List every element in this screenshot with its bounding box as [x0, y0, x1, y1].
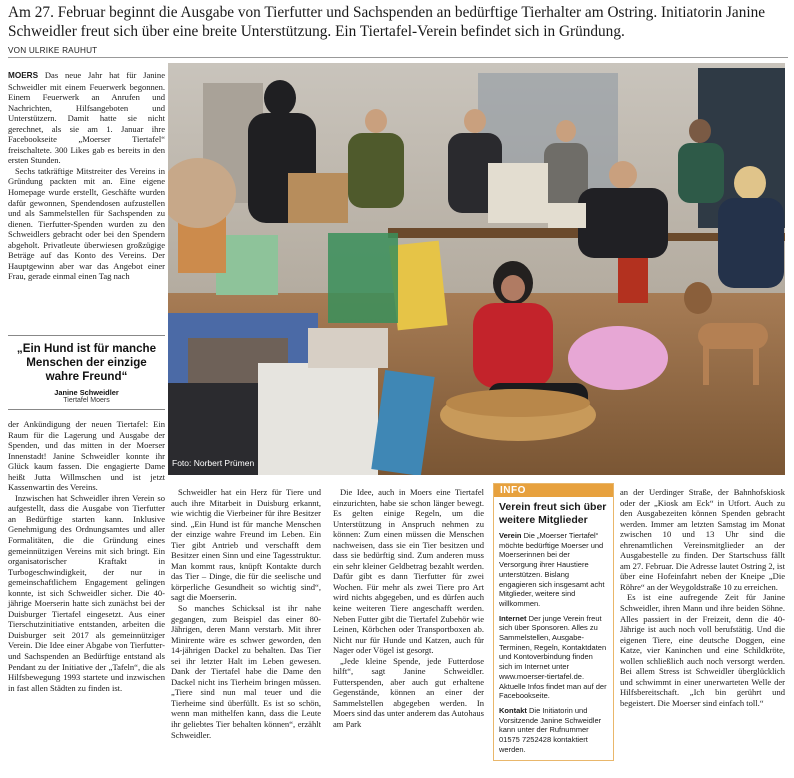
info-paragraph	[494, 528, 613, 611]
info-label: Internet	[499, 613, 527, 623]
column-1-top	[8, 70, 165, 282]
headline: Am 27. Februar beginnt die Ausgabe von Tierfutter und Sachspenden an bedürftige Tierhalter am Ostring. Initiatorin Janine Schweidler freut sich über eine breite Unterstützung. Ein Tiertafel-Verein befindet sich in Gründung.	[8, 4, 766, 40]
info-box	[493, 483, 614, 761]
pull-quote-role: Tiertafel Moers	[63, 396, 110, 404]
paragraph: Das neue Jahr hat für Janine Schweidler mit einem Feuerwerk begonnen. Einem Feuerwerk an Anrufen und Nachrichten, Hilfsangeboten und Unterstützern. Damit hatte sie nicht gerechnet, als sie am 1. Januar ihre Facebookseite „Moerser Tiertafel“ freischaltete. 300 Likes gab es bereits in den ersten Stunden.	[8, 70, 165, 166]
author-byline: VON ULRIKE RAUHUT	[8, 46, 98, 55]
paragraph: Schweidler hat ein Herz für Tiere und auch ihre Mitarbeit in Duisburg erkannt, wie wichtig die Vierbeiner für ihre Besitzer sind. „Ein Hund ist für manche Menschen der einzige wahre Freund im Leben. Ein Tier gibt Antrieb und verschafft dem Besitzer einen Sinn und eine Tagesstruktur. Man kommt raus, knüpft Kontakte durch das Tier – Dinge, die für die seelische und körperliche Gesundheit so wichtig sind“, sagt die Moerserin.	[171, 487, 321, 603]
divider	[8, 57, 788, 58]
dateline: MOERS	[8, 71, 39, 80]
paragraph: der Ankündigung der neuen Tiertafel: Ein Raum für die Lagerung und Ausgabe der Spenden, und das mitten in der Moerser Innenstadt! Janine Schweidler konnte ihr Glück kaum fassen. Die engagierte Dame heißt Jutta Willmschen und ist jetzt Kassenwartin des Vereins.	[8, 419, 165, 493]
info-paragraph	[494, 611, 613, 703]
paragraph: Sechs tatkräftige Mitstreiter des Vereins in Gründung packten mit an. Eine eigene Homepage wurde erstellt, Geschäfte wurden dafür gewonnen, Spendendosen aufzustellen und als Sammelstellen für Sachspenden zu dienen. Tierfutter-Spenden wurden zu den Schweidlers gebracht oder bei den Spendern abgeholt. Privatleute überwiesen großzügige Beträge auf das Konto des Vereins. Der Hauptgewinn aber war das Angebot einer Frau, gerade einmal einen Tag nach	[8, 165, 165, 282]
paragraph: an der Uerdinger Straße, der Bahnhofskiosk oder der „Kiosk am Eck“ in Utfort. Auch zu den Ausgabezeiten können Spenden gebracht werden. Immer am letzten Samstag im Monat zwischen 10 und 13 Uhr sind die ehrenamtlichen Vereinsmitglieder an der Ausgabestelle zu finden. Der Startschuss fällt am 27. Februar. Die Adresse lautet Ostring 2, ist über eine Hofeinfahrt neben der Kneipe „Die Röhre“ an der Weygoldstraße 10 zu erreichen.	[620, 487, 785, 592]
info-title: Verein freut sich über weitere Mitglieder	[499, 501, 607, 526]
pull-quote-name: Janine Schweidler	[54, 387, 119, 397]
photo-illustration	[168, 63, 785, 475]
paragraph: So manches Schicksal ist ihr nahe gegangen, zum Beispiel das einer 80-Jährigen, deren Mann verstarb. Mit ihrer Minirente wäre es schwer geworden, den 14-jährigen Dackel zu behalten. Das Tier sei ihr letzter Halt im Leben gewesen. Dank der Tiertafel habe die Dame den Dackel nicht ins Tierheim bringen müssen. „Tiere sind nun mal teuer und die Tierheime sind überfüllt. Es ist so schön, wenn man mithelfen kann, dass die Leute ihr geliebtes Tier behalten können“, erzählt Schweidler.	[171, 603, 321, 740]
paragraph: Es ist eine aufregende Zeit für Janine Schweidler, ihren Mann und ihre beiden Söhne. Alles passiert in der Freizeit, denn die 40-Jährige ist auch noch voll berufstätig. Und die eigenen Tiere, eine deutsche Doggen, eine Katze, vier Kaninchen und eine Schildkröte, wollen schließlich auch noch versorgt werden. Bei allem Stress ist Schweidler überglücklich und schwimmt in einer unerwarteten Welle der Hilfsbereitschaft. „Ich bin gerührt und begeistert. Die Moerser sind einfach toll.“	[620, 592, 785, 708]
info-text: Die Initiatorin und Vorsitzende Janine Schweidler kann unter der Rufnummer 01575 7252428 kontaktiert werden.	[499, 705, 602, 754]
info-text: Die „Moerser Tiertafel“ möchte bedürftige Moerser und Moerserinnen bei der Versorgung ihrer Haustiere unterstützen. Bislang engagieren sich insgesamt acht Mitglieder, weitere sind willkommen.	[499, 531, 605, 608]
column-2	[171, 487, 321, 740]
pull-quote-text: „Ein Hund ist für manche Menschen der einzige wahre Freund“	[16, 342, 157, 384]
column-5	[620, 487, 785, 708]
paragraph: „Jede kleine Spende, jede Futterdose hilft“, sagt Janine Schweidler. Futterspenden, aber auch gut erhaltene Gegenstände, können an einer der Sammelstellen abgegeben werden. In Moers sind das unter anderem das Autohaus am Park	[333, 655, 484, 730]
info-text: Der junge Verein freut sich über Sponsoren. Alles zu Sammelstellen, Ausgabe-Terminen, Regeln, Kontaktdaten und Kontoverbindung finden sich im Internet unter www.moerser-tiertafel.de. Aktuelle Infos findet man auf der Facebookseite.	[499, 613, 607, 701]
column-3	[333, 487, 484, 730]
column-1-bottom	[8, 419, 165, 693]
info-paragraph	[494, 703, 613, 757]
info-label: Kontakt	[499, 705, 527, 715]
info-tag: INFO	[494, 484, 613, 497]
paragraph: Inzwischen hat Schweidler ihren Verein so aufgestellt, dass die Ausgabe von Tierfutter an Bedürftige starten kann. Inklusive Genehmigung des Ordnungsamtes und aller Formalitäten, die die Gründung eines gemeinnützigen Vereins mit sich bringt. Ein organisatorischer Kraftakt in Turbogeschwindigkeit, der nur in gemeinschaftlichem Engagement gelingen konnte, ist sich Schweidler sicher. Die 40-jährige Moerserin hatte sich zunächst bei der Duisburger Tiertafel eingesetzt. Aus einer Tierschutzinitiative entstanden, arbeiten die Duisburger seit 2017 als gemeinnütziger Verein. Die Idee einer Abgabe von Tierfutter- und Sachspenden an Bedürftige entstand als Pendant zu der Initiative der „Tafeln“, die als Hilfsbewegung 1993 startete und inzwischen in fast allen Städten zu finden ist.	[8, 492, 165, 693]
pull-quote	[8, 335, 165, 410]
article-photo	[168, 63, 785, 475]
info-label: Verein	[499, 531, 522, 540]
photo-credit: Foto: Norbert Prümen	[172, 458, 255, 468]
paragraph: Die Idee, auch in Moers eine Tiertafel einzurichten, habe sie schon länger bewegt. Es gelten einige Regeln, um die Unterstützung in Anspruch nehmen zu können: Zum einen müssen die Menschen nachweisen, dass sie ein Tier besitzen und dass sie bedürftig sind. Zum anderen muss ein sehr kleiner Geldbetrag bezahlt werden. Dafür gibt es dann Tierfutter für zwei Wochen. Für mehr als zwei Tiere pro Art wird nichts abgegeben, und es dürfen auch keine weiteren Tiere angeschafft werden. Neben Futter gibt die Tiertafel Zubehör wie Leinen, Körbchen oder Transportboxen ab. Nicht nur für Hunde und Katzen, auch für Nager oder Vögel ist gesorgt.	[333, 487, 484, 656]
